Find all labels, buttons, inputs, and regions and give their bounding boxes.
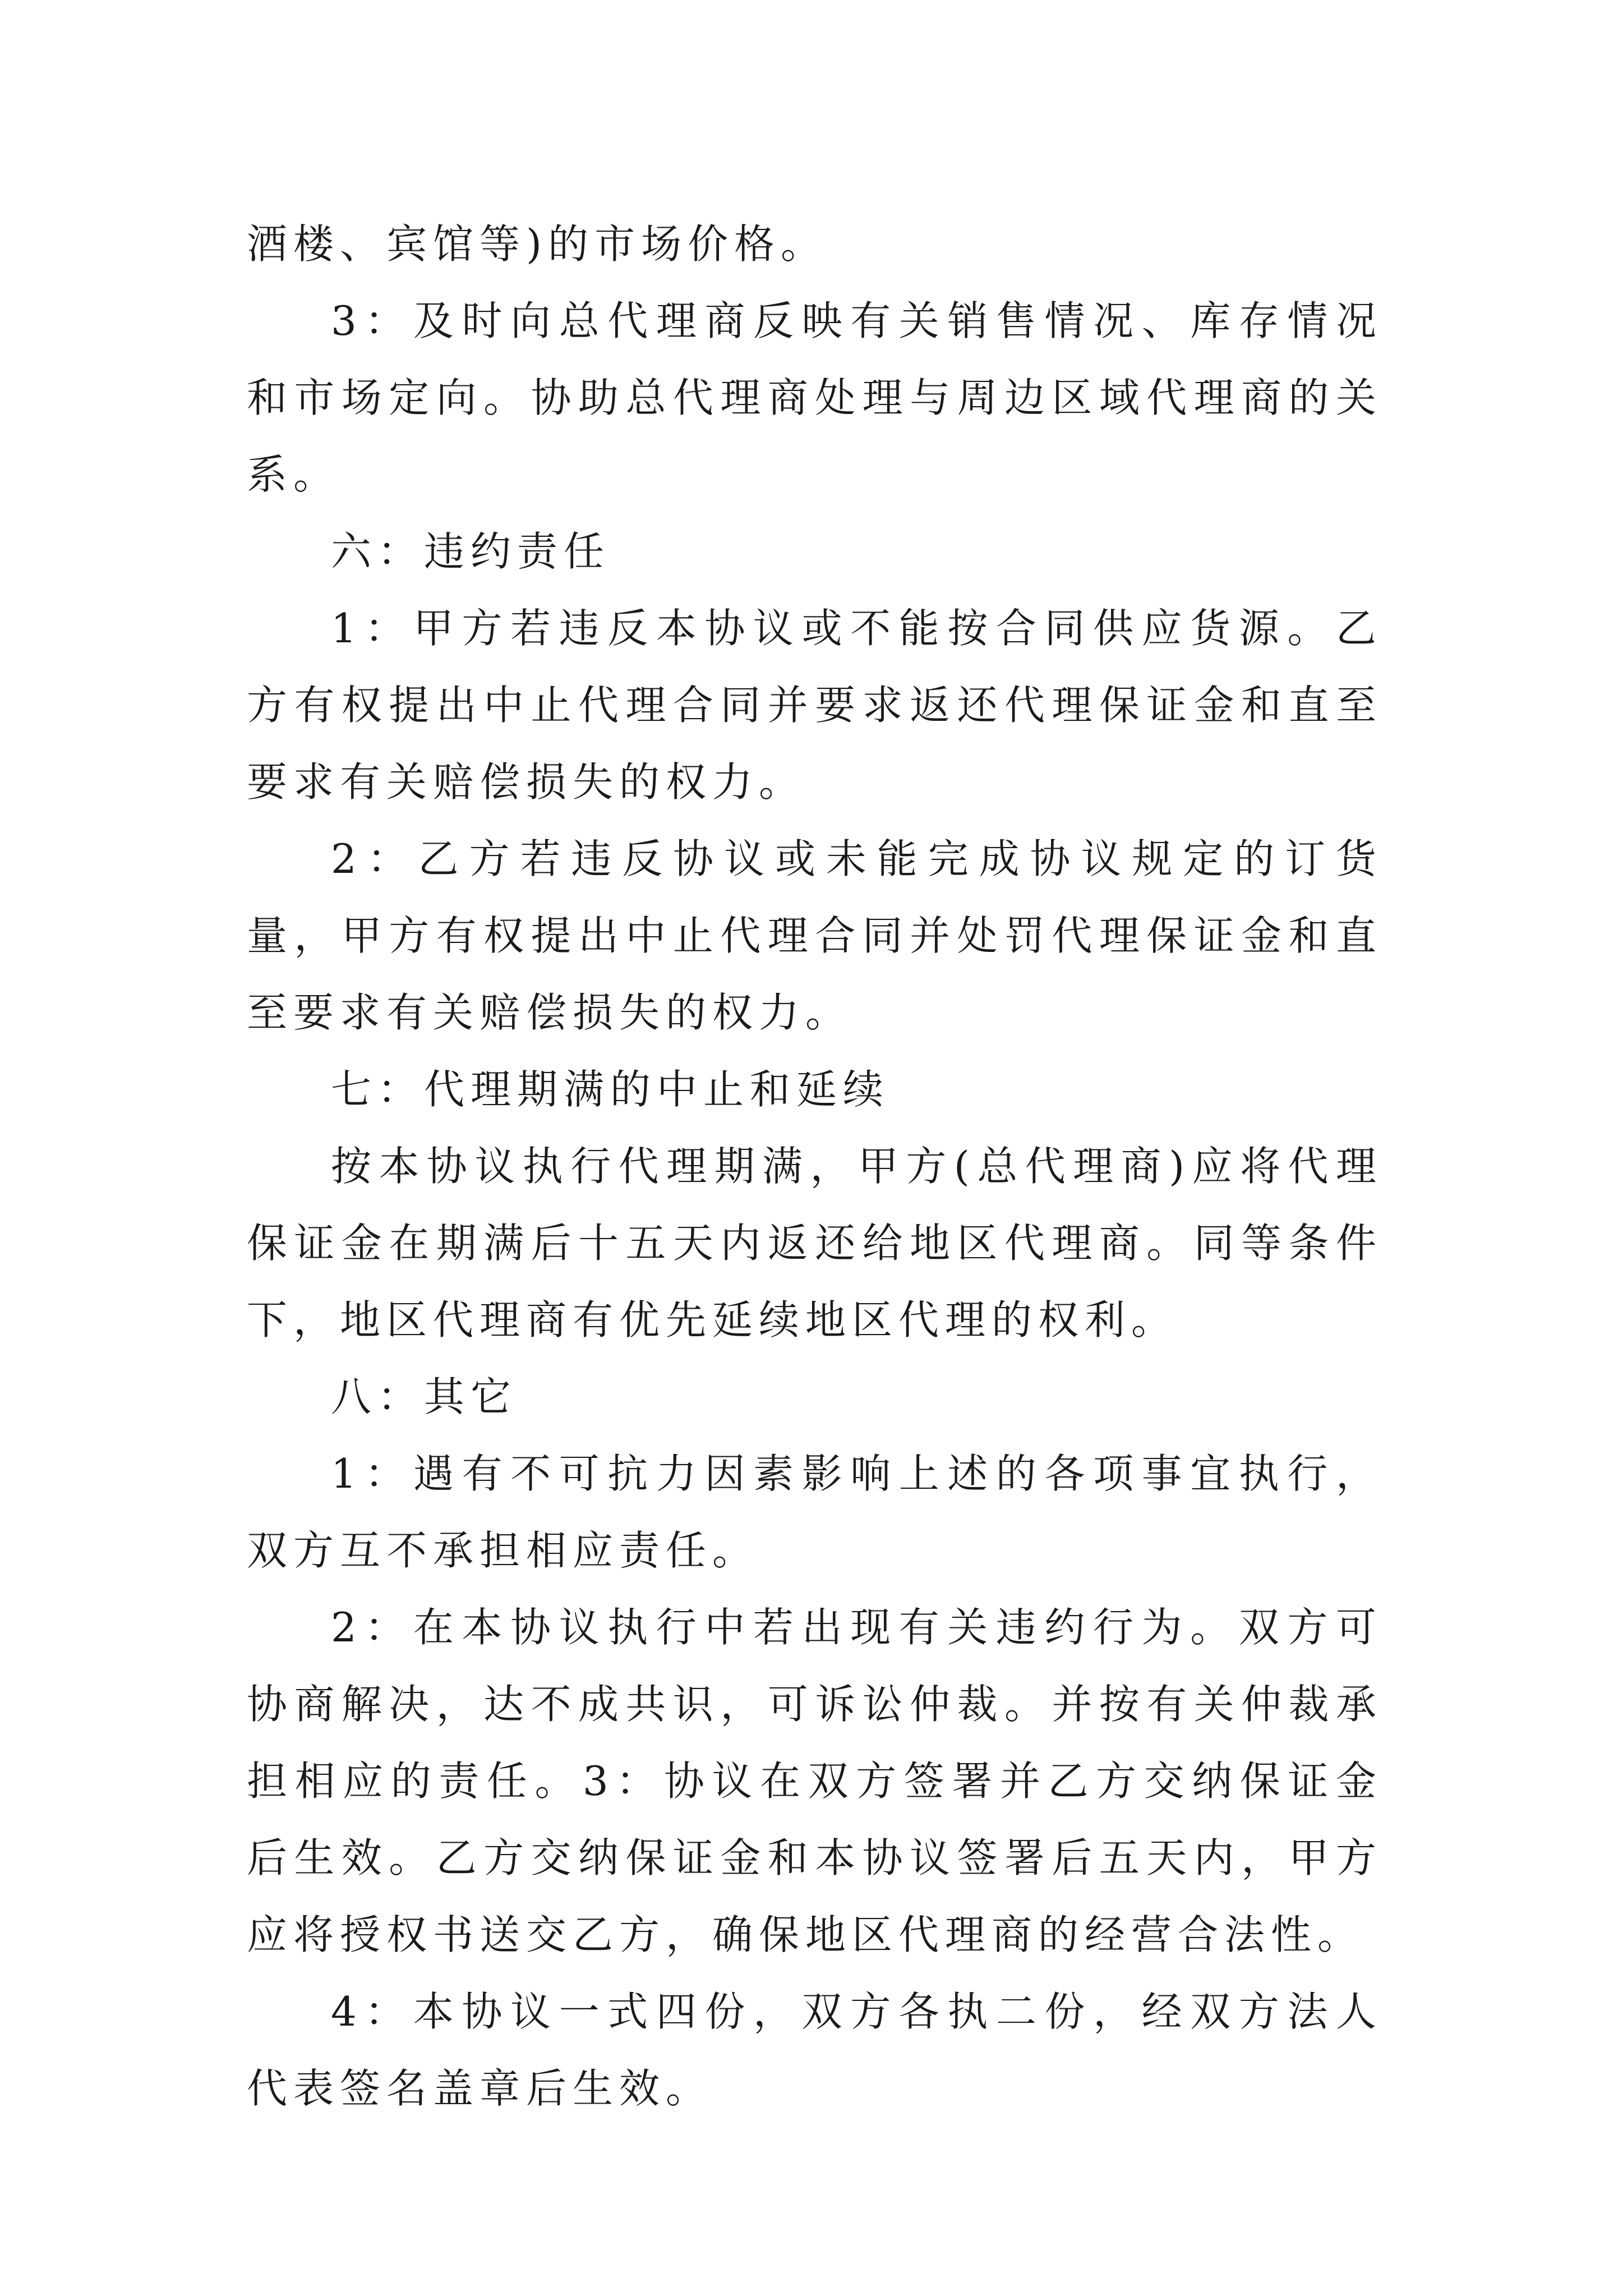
paragraph-clause-6-2: 2：乙方若违反协议或未能完成协议规定的订货量，甲方有权提出中止代理合同并处罚代理保证金和直至要求有关赔偿损失的权力。 xyxy=(247,835,1382,1036)
paragraph-clause-5-3: 3：及时向总代理商反映有关销售情况、库存情况和市场定向。协助总代理商处理与周边区域代理商的关系。 xyxy=(247,297,1382,498)
paragraph-clause-7: 按本协议执行代理期满，甲方(总代理商)应将代理保证金在期满后十五天内返还给地区代理商。同等条件下，地区代理商有优先延续地区代理的权利。 xyxy=(247,1143,1382,1343)
paragraph-clause-8-4: 4：本协议一式四份，双方各执二份，经双方法人代表签名盖章后生效。 xyxy=(247,1988,1382,2112)
section-heading-6-breach: 六：违约责任 xyxy=(331,528,611,575)
paragraph-clause-6-1: 1：甲方若违反本协议或不能按合同供应货源。乙方有权提出中止代理合同并要求返还代理保证金和直至要求有关赔偿损失的权力。 xyxy=(247,605,1382,806)
paragraph-market-price: 酒楼、宾馆等)的市场价格。 xyxy=(247,220,828,268)
section-heading-7-expiry: 七：代理期满的中止和延续 xyxy=(331,1066,890,1113)
paragraph-clause-8-1: 1：遇有不可抗力因素影响上述的各项事宜执行，双方互不承担相应责任。 xyxy=(247,1450,1382,1574)
section-heading-8-other: 八：其它 xyxy=(331,1373,518,1420)
document-body xyxy=(247,206,1382,2127)
paragraph-clause-8-2-3: 2：在本协议执行中若出现有关违约行为。双方可协商解决，达不成共识，可诉讼仲裁。并按有关仲裁承担相应的责任。3：协议在双方签署并乙方交纳保证金后生效。乙方交纳保证金和本协议签署后五天内，甲方应将授权书送交乙方，确保地区代理商的经营合法性。 xyxy=(247,1604,1382,1958)
